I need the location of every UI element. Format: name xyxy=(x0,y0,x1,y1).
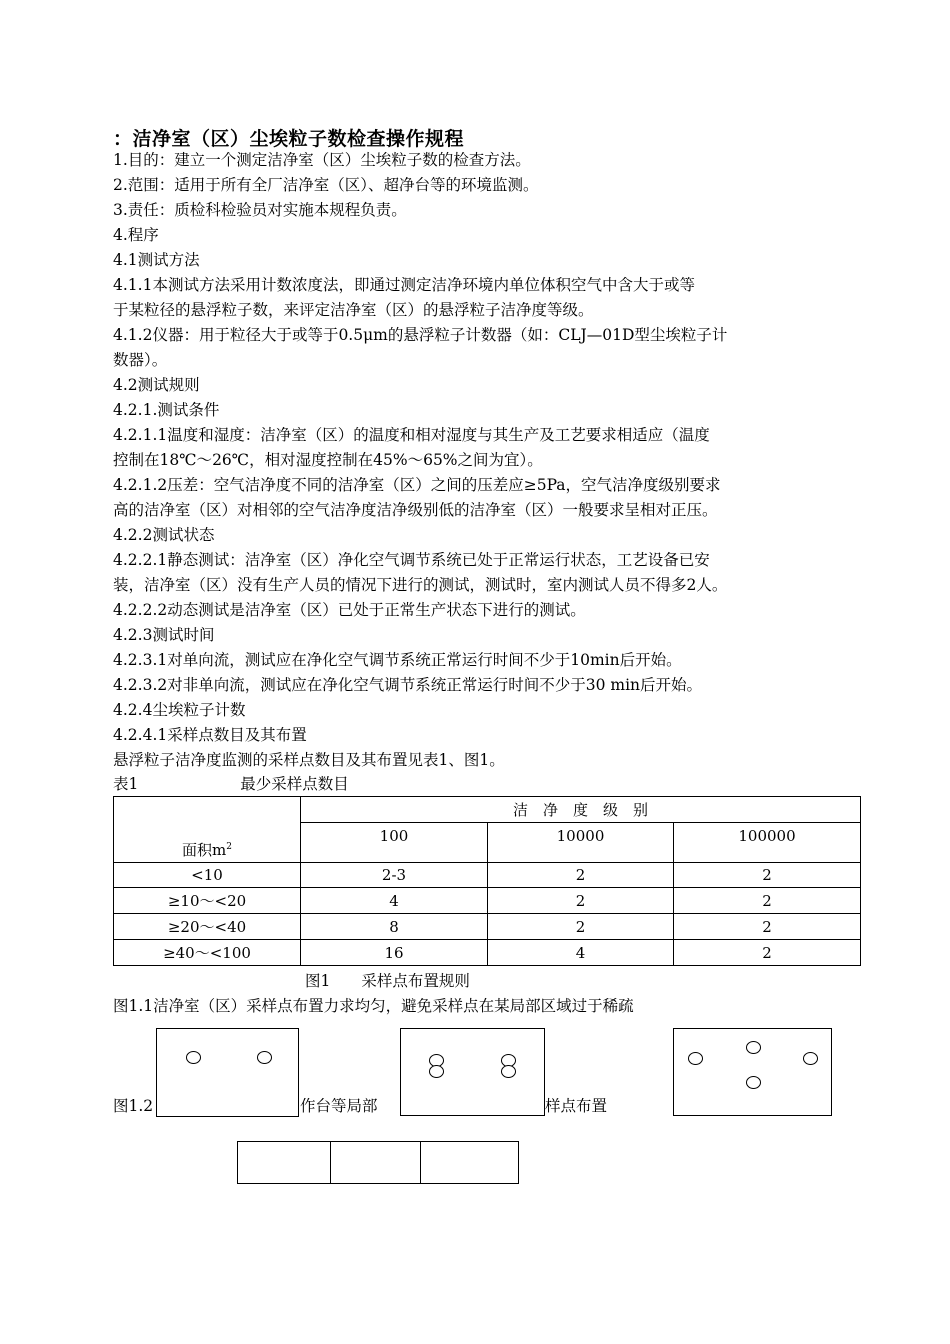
sample-point-icon xyxy=(429,1065,444,1078)
body-line: 高的洁净室（区）对相邻的空气洁净度洁净级别低的洁净室（区）一般要求呈相对正压。 xyxy=(113,501,718,519)
value-cell: 2 xyxy=(674,863,861,888)
body-line: 4.2.3.2对非单向流，测试应在净化空气调节系统正常运行时间不少于30 min后开始。 xyxy=(113,676,703,694)
table1-caption-title: 最少采样点数目 xyxy=(240,775,349,793)
body-line: 4.2.2测试状态 xyxy=(113,526,215,544)
figure1-note-1-2-c: 样点布置 xyxy=(545,1097,608,1115)
sample-point-icon xyxy=(746,1041,761,1054)
figure1-note-1-1: 图1.1洁净室（区）采样点布置力求均匀，避免采样点在某局部区域过于稀疏 xyxy=(113,997,634,1015)
figure1-note-1-2-a: 图1.2 xyxy=(113,1097,154,1115)
body-line: 装，洁净室（区）没有生产人员的情况下进行的测试，测试时，室内测试人员不得多2人。 xyxy=(113,576,728,594)
body-line: 4.1测试方法 xyxy=(113,251,200,269)
area-cell: ≥10～<20 xyxy=(114,888,301,914)
sample-point-icon xyxy=(688,1052,703,1065)
body-line: 4.2.4尘埃粒子计数 xyxy=(113,701,246,719)
value-cell: 2 xyxy=(674,914,861,940)
class-header: 10000 xyxy=(488,823,674,863)
table-row xyxy=(114,914,861,940)
body-line: 4.2.4.1采样点数目及其布置 xyxy=(113,726,307,744)
cell-divider xyxy=(330,1142,331,1183)
body-line: 4.2测试规则 xyxy=(113,376,200,394)
value-cell: 2 xyxy=(488,863,674,888)
layout-diagram-two-points xyxy=(156,1028,299,1117)
cell-divider xyxy=(420,1142,421,1183)
value-cell: 2 xyxy=(674,940,861,966)
body-line: 4.2.1.1温度和湿度：洁净室（区）的温度和相对湿度与其生产及工艺要求相适应（温度 xyxy=(113,426,710,444)
body-line: 数器）。 xyxy=(113,351,168,369)
area-cell: ≥40～<100 xyxy=(114,940,301,966)
table-row xyxy=(114,888,861,914)
body-line: 4.2.1.测试条件 xyxy=(113,401,220,419)
value-cell: 4 xyxy=(301,888,488,914)
body-line: 4.2.2.2动态测试是洁净室（区）已处于正常生产状态下进行的测试。 xyxy=(113,601,586,619)
value-cell: 8 xyxy=(301,914,488,940)
value-cell: 4 xyxy=(488,940,674,966)
workbench-layout-diagram xyxy=(237,1141,519,1184)
body-line: 3.责任：质检科检验员对实施本规程负责。 xyxy=(113,201,407,219)
body-line: 悬浮粒子洁净度监测的采样点数目及其布置见表1、图1。 xyxy=(113,751,505,769)
body-line: 2.范围：适用于所有全厂洁净室（区）、超净台等的环境监测。 xyxy=(113,176,539,194)
layout-diagram-four-points xyxy=(673,1028,832,1116)
area-header: 面积$m^2$ xyxy=(114,797,301,863)
table-row xyxy=(114,940,861,966)
figure1-note-1-2-b: 作台等局部 xyxy=(300,1097,378,1115)
body-line: 4.2.3.1对单向流，测试应在净化空气调节系统正常运行时间不少于10min后开始。 xyxy=(113,651,682,669)
layout-diagram-stacked-points xyxy=(400,1028,545,1116)
cleanliness-grade-header: 洁 净 度 级 别 xyxy=(301,797,861,823)
table1-caption xyxy=(113,774,349,794)
value-cell: 2 xyxy=(488,888,674,914)
body-line: 4.1.1本测试方法采用计数浓度法，即通过测定洁净环境内单位体积空气中含大于或等 xyxy=(113,276,695,294)
sample-point-icon xyxy=(186,1051,201,1064)
value-cell: 2 xyxy=(674,888,861,914)
table-row xyxy=(114,863,861,888)
area-cell: ≥20～<40 xyxy=(114,914,301,940)
body-line: 4.程序 xyxy=(113,226,159,244)
body-line: 4.2.2.1静态测试：洁净室（区）净化空气调节系统已处于正常运行状态，工艺设备已安 xyxy=(113,551,710,569)
area-cell: <10 xyxy=(114,863,301,888)
class-header: 100000 xyxy=(674,823,861,863)
body-line: 4.1.2仪器：用于粒径大于或等于0.5μm的悬浮粒子计数器（如：CLJ—01D型尘埃粒子计 xyxy=(113,326,728,344)
sample-point-icon xyxy=(746,1076,761,1089)
sample-point-icon xyxy=(501,1065,516,1078)
table1-caption-no: 表1 xyxy=(113,775,139,793)
body-line: 控制在18℃～26℃，相对湿度控制在45%～65%之间为宜）。 xyxy=(113,451,543,469)
body-line: 于某粒径的悬浮粒子数，来评定洁净室（区）的悬浮粒子洁净度等级。 xyxy=(113,301,594,319)
class-header: 100 xyxy=(301,823,488,863)
figure1-caption: 图1 采样点布置规则 xyxy=(305,972,470,990)
sample-point-icon xyxy=(257,1051,272,1064)
body-line: 4.2.1.2压差：空气洁净度不同的洁净室（区）之间的压差应≥5Pa，空气洁净度级别要求 xyxy=(113,476,721,494)
value-cell: 2-3 xyxy=(301,863,488,888)
value-cell: 2 xyxy=(488,914,674,940)
page-title: ：洁净室（区）尘埃粒子数检查操作规程 xyxy=(113,128,465,150)
body-line: 4.2.3测试时间 xyxy=(113,626,215,644)
sample-point-icon xyxy=(803,1052,818,1065)
value-cell: 16 xyxy=(301,940,488,966)
body-line: 1.目的：建立一个测定洁净室（区）尘埃粒子数的检查方法。 xyxy=(113,151,531,169)
sampling-points-table xyxy=(113,796,861,966)
